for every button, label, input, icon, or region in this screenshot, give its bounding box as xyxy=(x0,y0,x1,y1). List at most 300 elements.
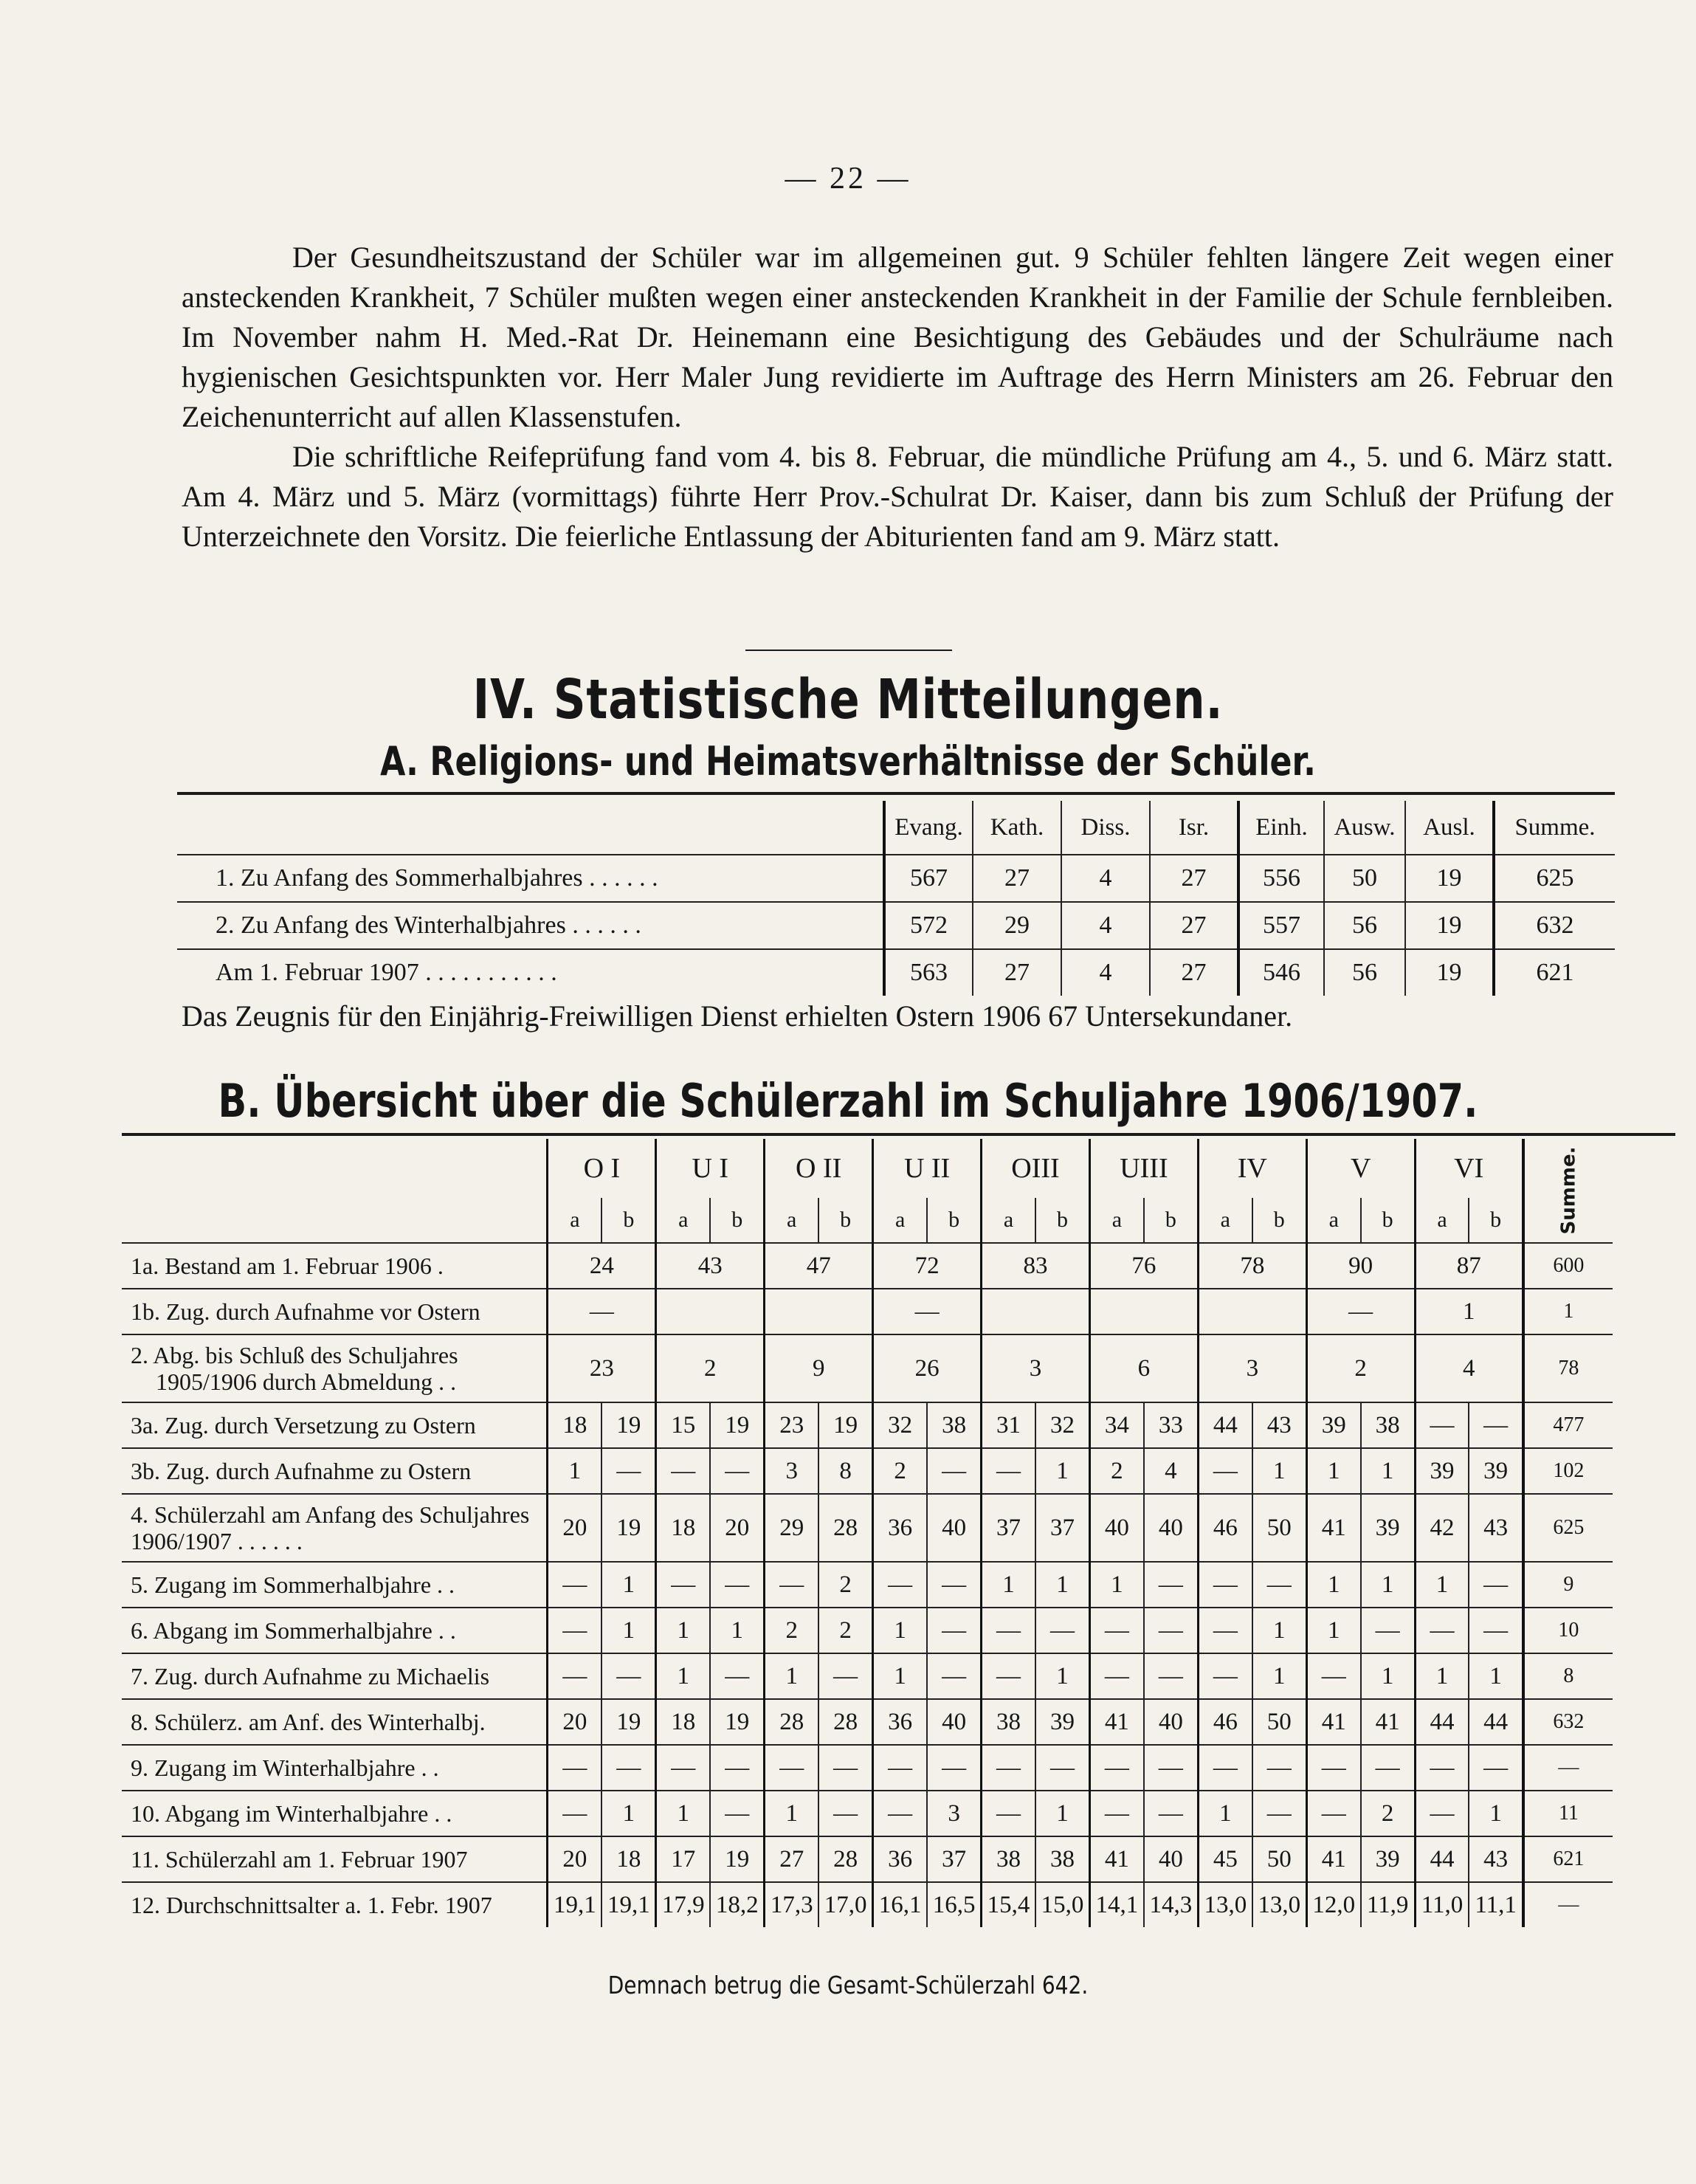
cell-value: — xyxy=(927,1448,981,1494)
table-row xyxy=(122,1653,1613,1699)
cell-value: 1 xyxy=(1035,1562,1089,1608)
cell-value: 40 xyxy=(927,1494,981,1562)
class-total: 26 xyxy=(873,1334,982,1402)
class-total: 90 xyxy=(1306,1243,1415,1289)
class-header: VI xyxy=(1415,1139,1523,1198)
row-label: 11. Schülerzahl am 1. Februar 1907 xyxy=(122,1836,548,1882)
cell-value: — xyxy=(710,1562,764,1608)
cell-value: — xyxy=(927,1745,981,1791)
cell-value: 18,2 xyxy=(710,1882,764,1927)
cell-value: — xyxy=(1144,1608,1198,1653)
page-number: — 22 — xyxy=(785,162,911,196)
cell-value: — xyxy=(982,1608,1035,1653)
subsection-a-title: A. Religions- und Heimatsverhältnisse der Schüler. xyxy=(380,738,1316,785)
short-divider xyxy=(745,650,952,651)
class-total: 4 xyxy=(1415,1334,1523,1402)
cell-value: — xyxy=(548,1562,601,1608)
cell-value: — xyxy=(982,1745,1035,1791)
class-total: 78 xyxy=(1198,1243,1306,1289)
cell-value: 15 xyxy=(656,1402,710,1448)
cell-value: 11,1 xyxy=(1469,1882,1523,1927)
cell-value: — xyxy=(927,1653,981,1699)
class-header: UIII xyxy=(1089,1139,1198,1198)
cell-value: 39 xyxy=(1469,1448,1523,1494)
cell-value: 18 xyxy=(656,1699,710,1745)
table-row xyxy=(122,1289,1613,1334)
cell-value: 18 xyxy=(548,1402,601,1448)
cell-value: — xyxy=(1415,1791,1469,1836)
row-label: 9. Zugang im Winterhalbjahre . . xyxy=(122,1745,548,1791)
cell-value: 42 xyxy=(1415,1494,1469,1562)
row-label: 6. Abgang im Sommerhalbjahre . . xyxy=(122,1608,548,1653)
table-a-header-row xyxy=(177,801,1615,855)
cell-value: 1 xyxy=(1306,1608,1360,1653)
table-row xyxy=(122,1448,1613,1494)
cell-value: — xyxy=(1144,1562,1198,1608)
row-sum: 102 xyxy=(1523,1448,1613,1494)
cell-value: 1 xyxy=(1361,1653,1415,1699)
cell-value: 1 xyxy=(1361,1448,1415,1494)
cell-value: 2 xyxy=(873,1448,927,1494)
cell-value: — xyxy=(548,1653,601,1699)
class-total: 9 xyxy=(765,1334,873,1402)
cell-value: 28 xyxy=(765,1699,818,1745)
row-label-line: 2. Abg. bis Schluß des Schuljahres xyxy=(131,1342,458,1368)
class-total xyxy=(656,1289,765,1334)
sub-col-a: a xyxy=(1415,1198,1469,1243)
cell-value: 19 xyxy=(601,1699,655,1745)
row-label: 1b. Zug. durch Aufnahme vor Ostern xyxy=(122,1289,548,1334)
cell-value: — xyxy=(927,1608,981,1653)
cell-value: — xyxy=(1144,1745,1198,1791)
class-total: 76 xyxy=(1089,1243,1198,1289)
cell-value: — xyxy=(982,1791,1035,1836)
cell-value: 19 xyxy=(710,1836,764,1882)
cell-value: — xyxy=(1469,1745,1523,1791)
cell-value: — xyxy=(1415,1608,1469,1653)
sub-col-a: a xyxy=(1089,1198,1143,1243)
cell-value: — xyxy=(1089,1653,1143,1699)
cell-value: 1 xyxy=(1252,1608,1306,1653)
cell-value: 44 xyxy=(1469,1699,1523,1745)
cell-value: — xyxy=(1144,1653,1198,1699)
sub-col-b: b xyxy=(1469,1198,1523,1243)
header-kath: Kath. xyxy=(973,801,1061,855)
class-header: OIII xyxy=(982,1139,1090,1198)
cell-value: 1 xyxy=(1198,1791,1252,1836)
sub-col-a: a xyxy=(873,1198,927,1243)
cell-value: 15,4 xyxy=(982,1882,1035,1927)
cell-value: — xyxy=(1306,1653,1360,1699)
cell-value: 45 xyxy=(1198,1836,1252,1882)
row-sum: 10 xyxy=(1523,1608,1613,1653)
cell-value: — xyxy=(710,1448,764,1494)
cell-value: 1 xyxy=(873,1653,927,1699)
sub-col-a: a xyxy=(1198,1198,1252,1243)
cell-value: 31 xyxy=(982,1402,1035,1448)
cell-value: 28 xyxy=(818,1836,872,1882)
cell-value: 1 xyxy=(656,1653,710,1699)
religion-table xyxy=(177,801,1615,996)
cell-value: — xyxy=(1361,1608,1415,1653)
cell-value: 15,0 xyxy=(1035,1882,1089,1927)
table-row xyxy=(122,1882,1613,1927)
row-label: 4. Schülerzahl am Anfang des Schuljahres 1906/1907 . . . . . . xyxy=(122,1494,548,1562)
cell-value: 19 xyxy=(601,1494,655,1562)
cell-value: 19,1 xyxy=(601,1882,655,1927)
class-total: — xyxy=(873,1289,982,1334)
cell-value: 41 xyxy=(1089,1836,1143,1882)
cell-value: 17 xyxy=(656,1836,710,1882)
class-header: O I xyxy=(548,1139,656,1198)
cell-value: — xyxy=(1035,1608,1089,1653)
cell-value: — xyxy=(1306,1791,1360,1836)
class-header: O II xyxy=(765,1139,873,1198)
cell-value: 38 xyxy=(927,1402,981,1448)
cell-value: 1 xyxy=(601,1608,655,1653)
cell-value: — xyxy=(1415,1745,1469,1791)
cell-value: — xyxy=(548,1608,601,1653)
class-total: 6 xyxy=(1089,1334,1198,1402)
table-row xyxy=(122,1791,1613,1836)
header-evang: Evang. xyxy=(884,801,973,855)
cell-value: 40 xyxy=(1144,1699,1198,1745)
cell-value: — xyxy=(1198,1608,1252,1653)
cell-value: 2 xyxy=(1361,1791,1415,1836)
cell-value: — xyxy=(1198,1653,1252,1699)
cell-value: 17,9 xyxy=(656,1882,710,1927)
cell-value: 16,5 xyxy=(927,1882,981,1927)
cell-value: — xyxy=(656,1745,710,1791)
sub-col-b: b xyxy=(601,1198,655,1243)
sub-col-a: a xyxy=(765,1198,818,1243)
row-label: 3b. Zug. durch Aufnahme zu Ostern xyxy=(122,1448,548,1494)
cell-value: 14,3 xyxy=(1144,1882,1198,1927)
cell-value: 46 xyxy=(1198,1494,1252,1562)
row-label: 7. Zug. durch Aufnahme zu Michaelis xyxy=(122,1653,548,1699)
cell-value: 39 xyxy=(1361,1836,1415,1882)
cell-value: 41 xyxy=(1089,1699,1143,1745)
sub-col-b: b xyxy=(710,1198,764,1243)
table-b-class-header xyxy=(122,1139,1613,1198)
row-sum: 625 xyxy=(1523,1494,1613,1562)
cell-value: — xyxy=(1252,1745,1306,1791)
cell-value: 14,1 xyxy=(1089,1882,1143,1927)
row-label-line: 1905/1906 durch Abmeldung . . xyxy=(156,1368,457,1395)
cell-value: 20 xyxy=(548,1836,601,1882)
row-label: 1a. Bestand am 1. Februar 1906 . xyxy=(122,1243,548,1289)
cell-value: 50 xyxy=(1252,1836,1306,1882)
cell-value: — xyxy=(927,1562,981,1608)
row-sum: — xyxy=(1523,1882,1613,1927)
cell-value: 2 xyxy=(818,1562,872,1608)
cell-value: 38 xyxy=(1035,1836,1089,1882)
cell-value: 1 xyxy=(1035,1791,1089,1836)
cell-value: 1 xyxy=(1306,1448,1360,1494)
cell-value: 19 xyxy=(710,1699,764,1745)
cell-value: — xyxy=(1035,1745,1089,1791)
cell-value: 39 xyxy=(1415,1448,1469,1494)
cell-value: 29 xyxy=(765,1494,818,1562)
cell-value: 1 xyxy=(1306,1562,1360,1608)
cell-value: 39 xyxy=(1361,1494,1415,1562)
cell-value: — xyxy=(873,1562,927,1608)
cell-value: 20 xyxy=(548,1494,601,1562)
cell-value: — xyxy=(1198,1562,1252,1608)
cell-value: 50 xyxy=(1252,1699,1306,1745)
row-label: 3a. Zug. durch Versetzung zu Ostern xyxy=(122,1402,548,1448)
cell-value: 1 xyxy=(1469,1791,1523,1836)
sub-col-b: b xyxy=(1361,1198,1415,1243)
cell-value: 44 xyxy=(1415,1699,1469,1745)
cell-value: 41 xyxy=(1361,1699,1415,1745)
cell-value: 37 xyxy=(927,1836,981,1882)
table-row xyxy=(122,1562,1613,1608)
cell-value: 39 xyxy=(1035,1699,1089,1745)
cell-value: 17,3 xyxy=(765,1882,818,1927)
cell-value: 19,1 xyxy=(548,1882,601,1927)
row-sum: 78 xyxy=(1523,1334,1613,1402)
header-summe: Summe. xyxy=(1494,801,1615,855)
cell-value: 34 xyxy=(1089,1402,1143,1448)
cell-value: 36 xyxy=(873,1494,927,1562)
row-sum: 632 xyxy=(1523,1699,1613,1745)
row-label: 8. Schülerz. am Anf. des Winterhalbj. xyxy=(122,1699,548,1745)
cell-value: 19 xyxy=(710,1402,764,1448)
class-total: 2 xyxy=(1306,1334,1415,1402)
paragraph-exam: Die schriftliche Reifeprüfung fand vom 4. bis 8. Februar, die mündliche Prüfung am 4., 5. und 6. März statt. Am 4. März und 5. März (vormittags) führte Herr Prov.-Schulrat Dr. Kaiser, dann bis zum Schluß der Prüfung der Unterzeichnete den Vorsitz. Die feierliche Entlassung der Abiturienten fand am 9. März statt. xyxy=(182,440,1613,553)
sub-col-a: a xyxy=(1306,1198,1360,1243)
health-paragraphs xyxy=(182,238,1613,557)
sub-col-b: b xyxy=(927,1198,981,1243)
class-total: 23 xyxy=(548,1334,656,1402)
table-row: 1. Zu Anfang des Sommerhalbjahres . . . . . . 567 27 4 27 556 50 19 625 xyxy=(177,855,1615,902)
cell-value: — xyxy=(1415,1402,1469,1448)
cell-value: 36 xyxy=(873,1699,927,1745)
cell-value: 41 xyxy=(1306,1494,1360,1562)
cell-value: 40 xyxy=(1144,1494,1198,1562)
class-total xyxy=(765,1289,873,1334)
cell-value: 28 xyxy=(818,1494,872,1562)
sub-col-b: b xyxy=(1252,1198,1306,1243)
cell-value: 1 xyxy=(601,1562,655,1608)
row-sum: 621 xyxy=(1523,1836,1613,1882)
cell-value: 8 xyxy=(818,1448,872,1494)
cell-value: 1 xyxy=(982,1562,1035,1608)
cell-value: — xyxy=(818,1653,872,1699)
cell-value: 32 xyxy=(873,1402,927,1448)
table-row xyxy=(122,1699,1613,1745)
cell-value: 20 xyxy=(710,1494,764,1562)
class-header: U II xyxy=(873,1139,982,1198)
cell-value: 44 xyxy=(1415,1836,1469,1882)
cell-value: 16,1 xyxy=(873,1882,927,1927)
cell-value: — xyxy=(1252,1791,1306,1836)
cell-value: 2 xyxy=(1089,1448,1143,1494)
row-label xyxy=(122,1334,548,1402)
cell-value: 20 xyxy=(548,1699,601,1745)
cell-value: — xyxy=(1089,1791,1143,1836)
cell-value: 1 xyxy=(765,1791,818,1836)
section-title: IV. Statistische Mitteilungen. xyxy=(472,668,1224,731)
student-count-table xyxy=(122,1139,1613,1927)
table-row xyxy=(122,1836,1613,1882)
cell-value: 1 xyxy=(765,1653,818,1699)
cell-value: 37 xyxy=(1035,1494,1089,1562)
row-label: 12. Durchschnittsalter a. 1. Febr. 1907 xyxy=(122,1882,548,1927)
cell-value: — xyxy=(873,1791,927,1836)
cell-value: 32 xyxy=(1035,1402,1089,1448)
cell-value: — xyxy=(710,1653,764,1699)
row-sum: 8 xyxy=(1523,1653,1613,1699)
cell-value: — xyxy=(548,1791,601,1836)
class-total: 24 xyxy=(548,1243,656,1289)
class-total xyxy=(1198,1289,1306,1334)
cell-value: — xyxy=(710,1791,764,1836)
cell-value: 43 xyxy=(1252,1402,1306,1448)
sub-col-b: b xyxy=(1144,1198,1198,1243)
cell-value: — xyxy=(982,1448,1035,1494)
cell-value: — xyxy=(1306,1745,1360,1791)
cell-value: 43 xyxy=(1469,1494,1523,1562)
paragraph-health: Der Gesundheitszustand der Schüler war im allgemeinen gut. 9 Schüler fehlten längere Zeit wegen einer ansteckenden Krankheit, 7 Schüler mußten wegen einer ansteckenden Krankheit in der Familie der Schule fernbleiben. Im November nahm H. Med.-Rat Dr. Heinemann eine Besichtigung des Gebäudes und der Schulräume nach hygienischen Gesichtspunkten vor. Herr Maler Jung revidierte im Auftrage des Herrn Ministers am 26. Februar den Zeichenunterricht auf allen Klassenstufen. xyxy=(182,241,1613,433)
cell-value: 17,0 xyxy=(818,1882,872,1927)
table-b-top-rule xyxy=(122,1133,1675,1136)
row-sum: 9 xyxy=(1523,1562,1613,1608)
row-sum: 11 xyxy=(1523,1791,1613,1836)
cell-value: 3 xyxy=(927,1791,981,1836)
header-ausw: Ausw. xyxy=(1324,801,1405,855)
cell-value: — xyxy=(1469,1402,1523,1448)
cell-value: 1 xyxy=(1361,1562,1415,1608)
class-total: 72 xyxy=(873,1243,982,1289)
class-total: 3 xyxy=(982,1334,1090,1402)
cell-value: — xyxy=(1198,1745,1252,1791)
cell-value: 11,9 xyxy=(1361,1882,1415,1927)
cell-value: — xyxy=(873,1745,927,1791)
cell-value: 40 xyxy=(1089,1494,1143,1562)
cell-value: 23 xyxy=(765,1402,818,1448)
cell-value: — xyxy=(601,1448,655,1494)
cell-value: 13,0 xyxy=(1198,1882,1252,1927)
cell-value: — xyxy=(656,1562,710,1608)
class-total: 43 xyxy=(656,1243,765,1289)
table-row xyxy=(122,1402,1613,1448)
cell-value: 1 xyxy=(1252,1448,1306,1494)
header-diss: Diss. xyxy=(1061,801,1150,855)
cell-value: 39 xyxy=(1306,1402,1360,1448)
sub-col-a: a xyxy=(982,1198,1035,1243)
cell-value: — xyxy=(548,1745,601,1791)
sub-col-b: b xyxy=(818,1198,872,1243)
cell-value: — xyxy=(601,1653,655,1699)
table-row: Am 1. Februar 1907 . . . . . . . . . . . 563 27 4 27 546 56 19 621 xyxy=(177,949,1615,996)
cell-value: 43 xyxy=(1469,1836,1523,1882)
cell-value: 11,0 xyxy=(1415,1882,1469,1927)
cell-value: 36 xyxy=(873,1836,927,1882)
cell-value: 1 xyxy=(1035,1653,1089,1699)
class-total: 47 xyxy=(765,1243,873,1289)
cell-value: — xyxy=(982,1653,1035,1699)
table-row: 2. Zu Anfang des Winterhalbjahres . . . . . . 572 29 4 27 557 56 19 632 xyxy=(177,902,1615,949)
cell-value: 27 xyxy=(765,1836,818,1882)
cell-value: — xyxy=(1089,1608,1143,1653)
cell-value: 2 xyxy=(765,1608,818,1653)
class-total: 1 xyxy=(1415,1289,1523,1334)
cell-value: — xyxy=(1144,1791,1198,1836)
class-header: U I xyxy=(656,1139,765,1198)
class-total: 3 xyxy=(1198,1334,1306,1402)
cell-value: 41 xyxy=(1306,1836,1360,1882)
cell-value: 18 xyxy=(601,1836,655,1882)
cell-value: — xyxy=(765,1562,818,1608)
cell-value: 1 xyxy=(1089,1562,1143,1608)
summe-header: Summe. xyxy=(1557,1146,1580,1235)
cell-value: 1 xyxy=(548,1448,601,1494)
cell-value: — xyxy=(1252,1562,1306,1608)
cell-value: — xyxy=(1198,1448,1252,1494)
cell-value: 19 xyxy=(818,1402,872,1448)
cell-value: 1 xyxy=(656,1608,710,1653)
class-total xyxy=(982,1289,1090,1334)
cell-value: — xyxy=(656,1448,710,1494)
class-total xyxy=(1089,1289,1198,1334)
cell-value: 18 xyxy=(656,1494,710,1562)
class-header: V xyxy=(1306,1139,1415,1198)
cell-value: — xyxy=(818,1791,872,1836)
cell-value: 40 xyxy=(927,1699,981,1745)
sub-col-a: a xyxy=(548,1198,601,1243)
cell-value: — xyxy=(1089,1745,1143,1791)
table-a-top-rule xyxy=(177,792,1615,795)
cell-value: 50 xyxy=(1252,1494,1306,1562)
table-row xyxy=(122,1334,1613,1402)
cell-value: 46 xyxy=(1198,1699,1252,1745)
cell-value: 40 xyxy=(1144,1836,1198,1882)
cell-value: 1 xyxy=(1469,1653,1523,1699)
row-sum: 477 xyxy=(1523,1402,1613,1448)
cell-value: — xyxy=(1469,1562,1523,1608)
cell-value: 38 xyxy=(1361,1402,1415,1448)
cell-value: 1 xyxy=(601,1791,655,1836)
cell-value: 1 xyxy=(1415,1653,1469,1699)
sub-col-a: a xyxy=(656,1198,710,1243)
cell-value: 1 xyxy=(1035,1448,1089,1494)
table-row xyxy=(122,1608,1613,1653)
header-isr: Isr. xyxy=(1150,801,1238,855)
cell-value: 19 xyxy=(601,1402,655,1448)
cell-value: 38 xyxy=(982,1699,1035,1745)
cell-value: 1 xyxy=(710,1608,764,1653)
header-ausl: Ausl. xyxy=(1405,801,1494,855)
header-einh: Einh. xyxy=(1238,801,1324,855)
cell-value: — xyxy=(601,1745,655,1791)
cell-value: — xyxy=(1361,1745,1415,1791)
paragraph-zeugnis: Das Zeugnis für den Einjährig-Freiwilligen Dienst erhielten Ostern 1906 67 Untersekundaner. xyxy=(182,999,1293,1033)
cell-value: 1 xyxy=(656,1791,710,1836)
subsection-b-title: B. Übersicht über die Schülerzahl im Schuljahre 1906/1907. xyxy=(218,1074,1478,1128)
final-note: Demnach betrug die Gesamt-Schülerzahl 642. xyxy=(607,1971,1089,1999)
table-row xyxy=(122,1745,1613,1791)
row-sum: 600 xyxy=(1523,1243,1613,1289)
cell-value: 4 xyxy=(1144,1448,1198,1494)
cell-value: 1 xyxy=(1252,1653,1306,1699)
cell-value: 28 xyxy=(818,1699,872,1745)
row-sum: — xyxy=(1523,1745,1613,1791)
table-row xyxy=(122,1494,1613,1562)
row-label: 5. Zugang im Sommerhalbjahre . . xyxy=(122,1562,548,1608)
cell-value: 37 xyxy=(982,1494,1035,1562)
